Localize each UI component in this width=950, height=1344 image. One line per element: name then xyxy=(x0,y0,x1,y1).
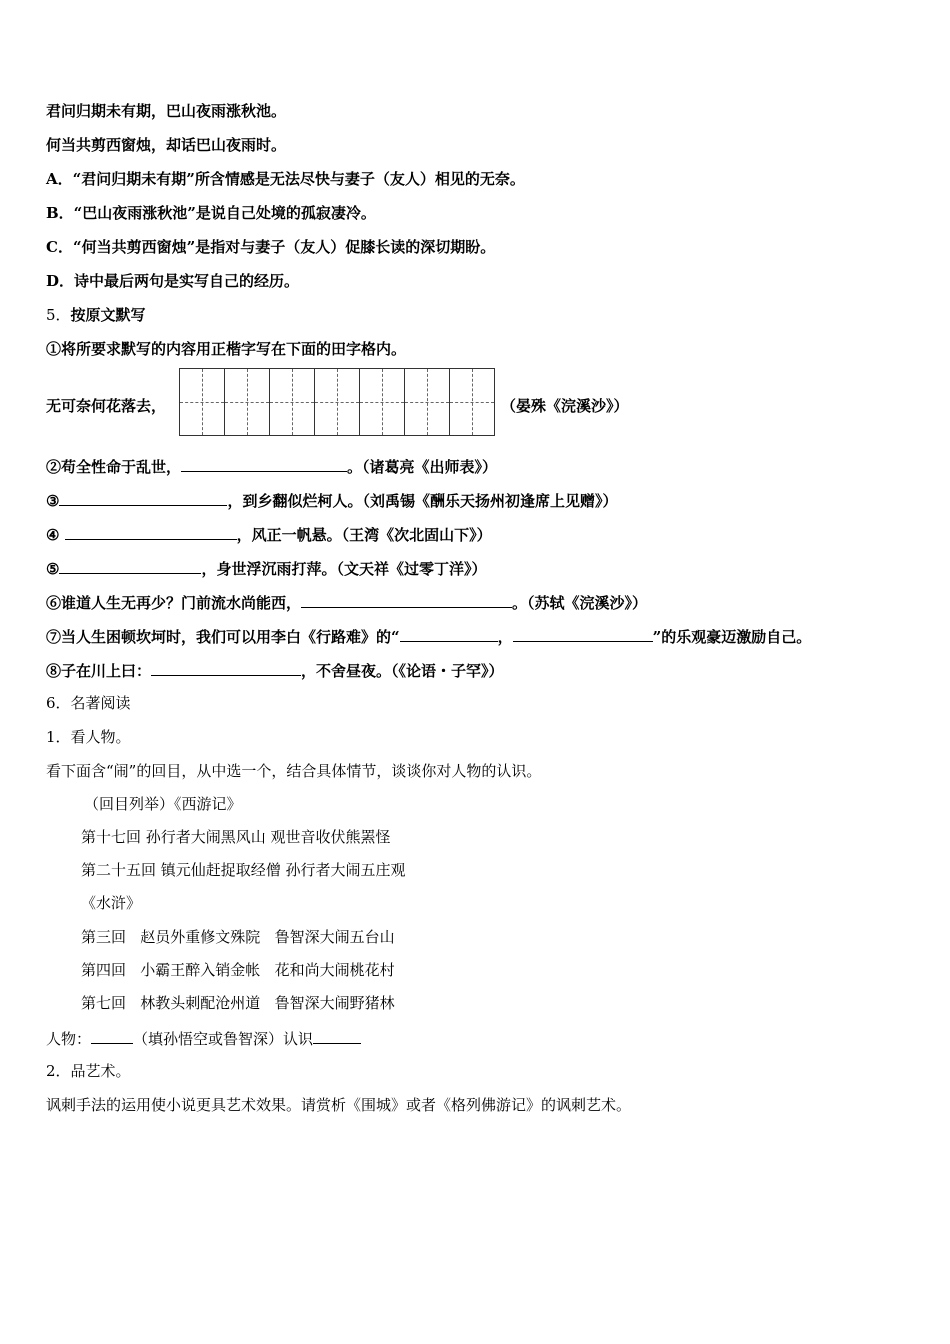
blank-item6[interactable] xyxy=(301,591,512,608)
q5-number: 5． xyxy=(46,306,71,324)
q5-item-6 xyxy=(46,591,647,613)
poem-line-2: 何当共剪西窗烛，却话巴山夜雨时。 xyxy=(46,136,287,154)
shuihu-chapter-3: 第三回 赵员外重修文殊院 鲁智深大闹五台山 xyxy=(81,928,395,946)
item7-text: ⑦当人生困顿坎坷时，我们可以用李白《行路难》的“ xyxy=(46,628,400,646)
xyj-chapter-17: 第十七回 孙行者大闹黑风山 观世音收伏熊罴怪 xyxy=(81,828,391,846)
item4-source: ，风正一帆悬。（王湾《次北固山下》） xyxy=(236,526,492,544)
item6-source: 。（苏轼《浣溪沙》） xyxy=(512,594,648,612)
q5-item-5 xyxy=(46,557,486,579)
item7-comma: ， xyxy=(497,628,513,646)
blank-item8[interactable] xyxy=(151,659,301,676)
q6-sub1: 1．看人物。 xyxy=(46,728,131,746)
shuihu-title: 《水浒》 xyxy=(81,894,142,912)
item8-text: ⑧子在川上曰： xyxy=(46,662,152,680)
grid-cell[interactable] xyxy=(450,369,494,435)
shuihu-chapter-4: 第四回 小霸王醉入销金帐 花和尚大闹桃花村 xyxy=(81,961,395,979)
q5-item-2 xyxy=(46,455,497,477)
item4-text: ④ xyxy=(46,526,65,544)
item5-text: ⑤ xyxy=(46,560,60,578)
q6-sub2-prompt: 讽刺手法的运用使小说更具艺术效果。请赏析《围城》或者《格列佛游记》的讽刺艺术。 xyxy=(46,1096,632,1114)
blank-item4[interactable] xyxy=(65,523,237,540)
item7-tail: ”的乐观豪迈激励自己。 xyxy=(652,628,812,646)
q6-number: 6． xyxy=(46,694,71,712)
option-a: A．“君问归期未有期”所含情感是无法尽快与妻子（友人）相见的无奈。 xyxy=(46,170,525,188)
item3-text: ③ xyxy=(46,492,60,510)
grid-prefix: 无可奈何花落去， xyxy=(46,397,167,415)
blank-item5[interactable] xyxy=(59,557,201,574)
blank-character[interactable] xyxy=(91,1027,133,1044)
blank-item3[interactable] xyxy=(59,489,227,506)
grid-suffix: （晏殊《浣溪沙》） xyxy=(501,397,629,415)
item5-source: ，身世浮沉雨打萍。（文天祥《过零丁洋》） xyxy=(201,560,487,578)
blank-understanding[interactable] xyxy=(313,1027,361,1044)
list-heading: （回目列举）《西游记》 xyxy=(84,795,242,813)
option-b: B．“巴山夜雨涨秋池”是说自己处境的孤寂凄冷。 xyxy=(46,204,376,222)
shuihu-chapter-7: 第七回 林教头刺配沧州道 鲁智深大闹野猪林 xyxy=(81,994,395,1012)
item2-text: ②苟全性命于乱世， xyxy=(46,458,182,476)
q5-item-4 xyxy=(46,523,492,545)
item6-text: ⑥谁道人生无再少？门前流水尚能西， xyxy=(46,594,302,612)
grid-cell[interactable] xyxy=(225,369,270,435)
tianzi-grid[interactable] xyxy=(179,368,495,436)
q6-sub1-prompt: 看下面含“闹”的回目，从中选一个，结合具体情节，谈谈你对人物的认识。 xyxy=(46,762,542,780)
blank-item7a[interactable] xyxy=(400,625,498,642)
option-d: D．诗中最后两句是实写自己的经历。 xyxy=(46,272,300,290)
xyj-chapter-25: 第二十五回 镇元仙赶捉取经僧 孙行者大闹五庄观 xyxy=(81,861,406,879)
q5-item-7 xyxy=(46,625,811,647)
q5-heading xyxy=(46,305,146,325)
q5-item-3 xyxy=(46,489,617,511)
option-c: C．“何当共剪西窗烛”是指对与妻子（友人）促膝长读的深切期盼。 xyxy=(46,238,496,256)
item2-source: 。（诸葛亮《出师表》） xyxy=(347,458,498,476)
blank-item2[interactable] xyxy=(181,455,347,472)
blank-item7b[interactable] xyxy=(513,625,653,642)
q6-sub2: 2．品艺术。 xyxy=(46,1062,131,1080)
grid-cell[interactable] xyxy=(405,369,450,435)
grid-cell[interactable] xyxy=(315,369,360,435)
q5-item-8 xyxy=(46,659,504,681)
item3-source: ，到乡翻似烂柯人。（刘禹锡《酬乐天扬州初逢席上见赠》） xyxy=(227,492,618,510)
q5-title: 按原文默写 xyxy=(70,306,146,324)
grid-cell[interactable] xyxy=(270,369,315,435)
q6-title: 名著阅读 xyxy=(70,694,131,712)
answer-line xyxy=(46,1027,361,1049)
poem-line-1: 君问归期未有期，巴山夜雨涨秋池。 xyxy=(46,102,287,120)
answer-hint: （填孙悟空或鲁智深）认识 xyxy=(133,1030,314,1048)
grid-cell[interactable] xyxy=(180,369,225,435)
answer-label: 人物： xyxy=(46,1030,92,1048)
q5-instruction: ①将所要求默写的内容用正楷字写在下面的田字格内。 xyxy=(46,340,407,358)
q6-heading xyxy=(46,693,131,713)
grid-cell[interactable] xyxy=(360,369,405,435)
item8-source: ，不舍昼夜。（《论语・子罕》） xyxy=(301,662,504,680)
